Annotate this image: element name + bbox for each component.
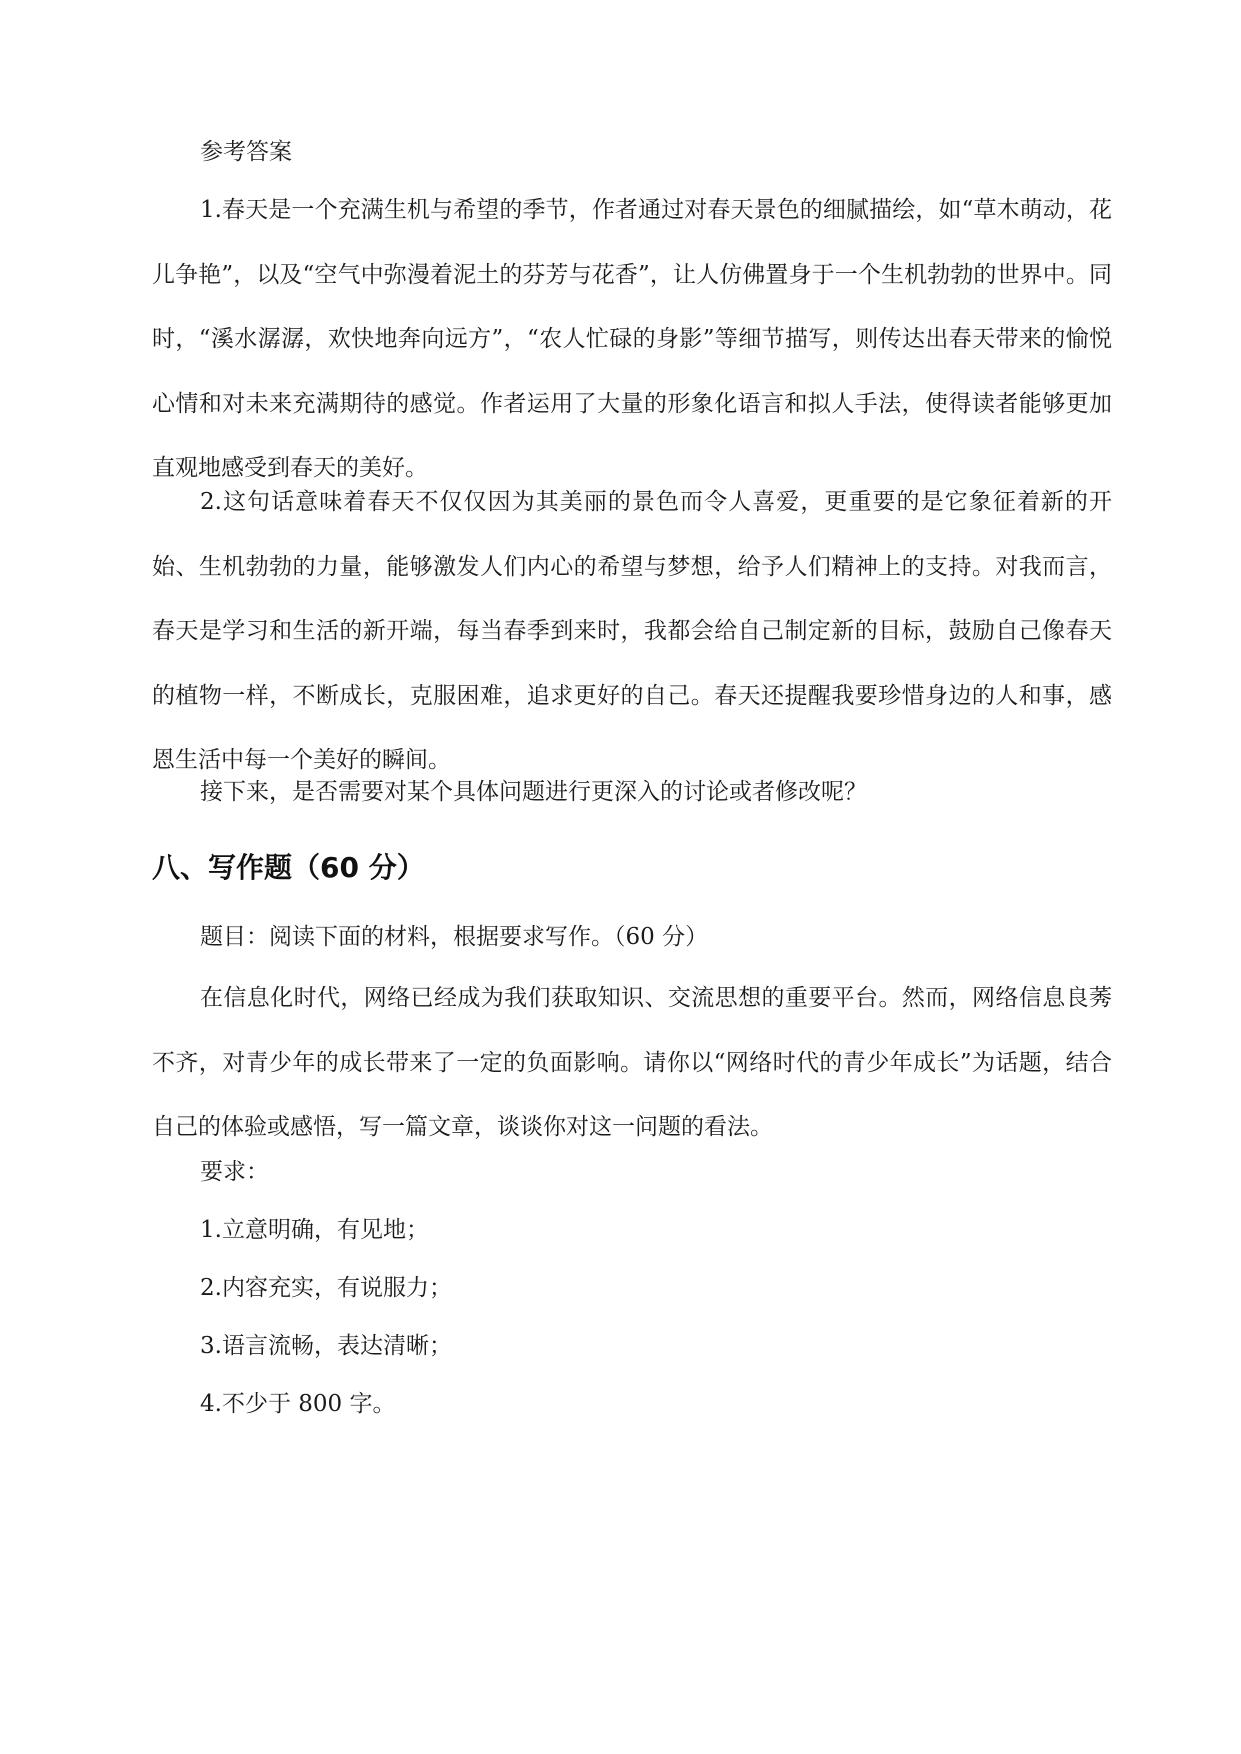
requirement-item-2: 2.内容充实，有说服力； xyxy=(200,1275,452,1301)
writing-section-heading: 八、写作题（60 分） xyxy=(152,851,425,884)
writing-material-paragraph: 在信息化时代，网络已经成为我们获取知识、交流思想的重要平台。然而，网络信息良莠不齐，对青少年的成长带来了一定的负面影响。请你以“网络时代的青少年成长”为话题，结合自己的体验或感悟，写一篇文章，谈谈你对这一问题的看法。 xyxy=(152,985,1112,1140)
answer-paragraph-2: 2.这句话意味着春天不仅仅因为其美丽的景色而令人喜爱，更重要的是它象征着新的开始、生机勃勃的力量，能够激发人们内心的希望与梦想，给予人们精神上的支持。对我而言，春天是学习和生活的新开端，每当春季到来时，我都会给自己制定新的目标，鼓励自己像春天的植物一样，不断成长，克服困难，追求更好的自己。春天还提醒我要珍惜身边的人和事，感恩生活中每一个美好的瞬间。 xyxy=(152,489,1112,773)
requirement-item-1: 1.立意明确，有见地； xyxy=(200,1217,429,1243)
answer-section-title: 参考答案 xyxy=(200,139,292,165)
requirement-item-4: 4.不少于 800 字。 xyxy=(200,1391,396,1417)
followup-question: 接下来，是否需要对某个具体问题进行更深入的讨论或者修改呢？ xyxy=(200,779,867,805)
answer-paragraph-1: 1.春天是一个充满生机与希望的季节，作者通过对春天景色的细腻描绘，如“草木萌动，花儿争艳”，以及“空气中弥漫着泥土的芬芳与花香”，让人仿佛置身于一个生机勃勃的世界中。同时，“溪水潺潺，欢快地奔向远方”，“农人忙碌的身影”等细节描写，则传达出春天带来的愉悦心情和对未来充满期待的感觉。作者运用了大量的形象化语言和拟人手法，使得读者能够更加直观地感受到春天的美好。 xyxy=(152,197,1112,481)
requirements-label: 要求： xyxy=(200,1159,269,1185)
writing-prompt-line: 题目：阅读下面的材料，根据要求写作。（60 分） xyxy=(200,924,709,950)
requirement-item-3: 3.语言流畅，表达清晰； xyxy=(200,1333,452,1359)
